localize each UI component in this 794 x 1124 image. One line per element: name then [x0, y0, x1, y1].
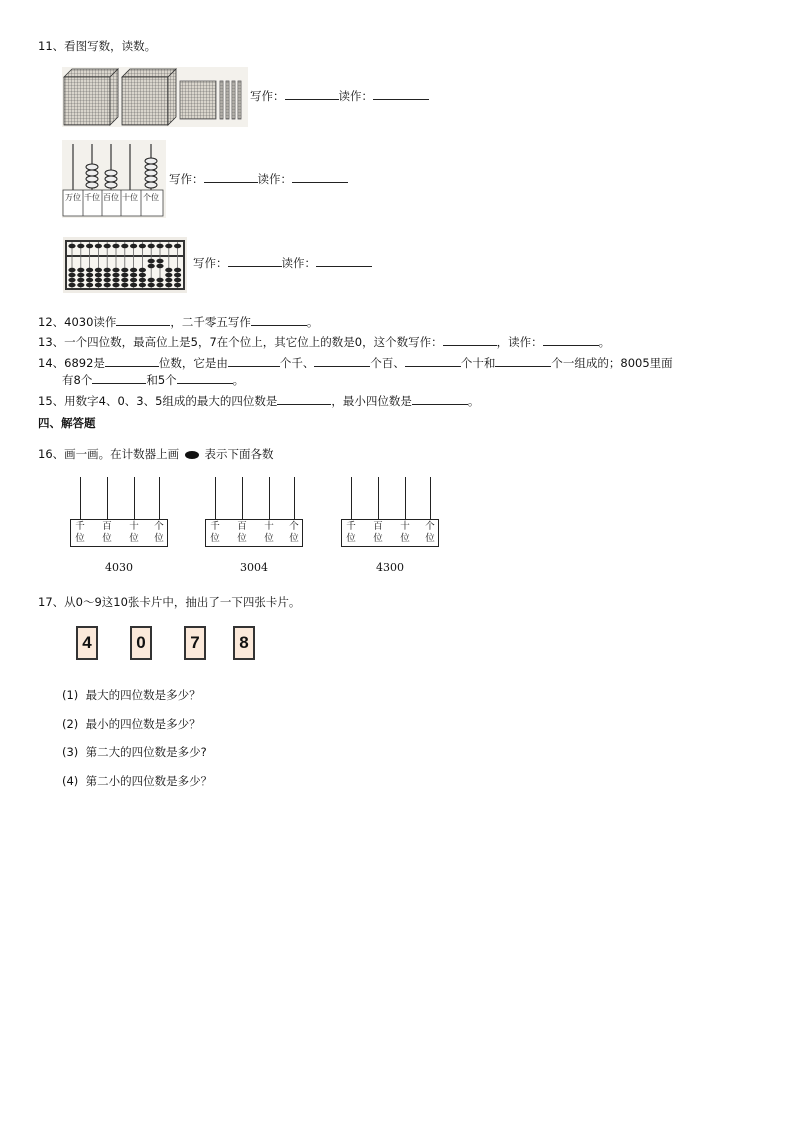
- write-blank-2[interactable]: [204, 171, 258, 183]
- q14-line2: 有8个 和5个 。: [62, 373, 245, 387]
- counter-3[interactable]: [341, 477, 441, 577]
- q14-blank-3[interactable]: [314, 355, 370, 367]
- q15-blank-1[interactable]: [277, 393, 331, 405]
- abacus-figure: [62, 140, 166, 218]
- counter-place-label: 百位: [373, 521, 383, 544]
- q12: 12、4030读作 ，二千零五写作 。: [38, 315, 319, 329]
- number-card-4: 8: [233, 626, 255, 660]
- number-card-3: 7: [184, 626, 206, 660]
- q17-sub-4: (4) 第二小的四位数是多少？: [62, 774, 213, 788]
- bead-icon: [185, 451, 199, 459]
- q13-blank-1[interactable]: [443, 334, 497, 346]
- q17-sub-3: (3) 第二大的四位数是多少?: [62, 745, 207, 759]
- q11-fig1-answer: 写作： 读作：: [250, 88, 429, 104]
- counter-place-label: 十位: [400, 521, 410, 544]
- q17-sub-1: (1) 最大的四位数是多少？: [62, 688, 201, 702]
- counter-rod[interactable]: [159, 477, 160, 519]
- abacus-place-label: 万位: [65, 193, 81, 202]
- q15: 15、用数字4、0、3、5组成的最大的四位数是 ，最小四位数是 。: [38, 394, 480, 408]
- counter-rod[interactable]: [430, 477, 431, 519]
- thousand-cube-2: [122, 69, 176, 125]
- counter-number: 4300: [376, 561, 404, 574]
- abacus-place-label: 十位: [122, 193, 138, 202]
- q14-blank-1[interactable]: [105, 355, 159, 367]
- counter-rod[interactable]: [294, 477, 295, 519]
- section-heading: 四、解答题: [38, 416, 96, 430]
- q17-title: 17、从0～9这10张卡片中，抽出了一下四张卡片。: [38, 595, 301, 609]
- q14-line1: 14、6892是 位数，它是由 个千、 个百、 个十和 个一组成的；8005里面: [38, 356, 673, 370]
- read-blank-1[interactable]: [373, 88, 429, 100]
- counter-rod[interactable]: [242, 477, 243, 519]
- q13: 13、一个四位数，最高位上是5，7在个位上，其它位上的数是0，这个数写作： ，读作： 。: [38, 335, 611, 349]
- read-blank-3[interactable]: [316, 255, 372, 267]
- q11-title: 11、看图写数，读数。: [38, 39, 157, 53]
- counter-rod[interactable]: [405, 477, 406, 519]
- counter-place-label: 个位: [154, 521, 164, 544]
- counter-rod[interactable]: [215, 477, 216, 519]
- counter-rod[interactable]: [351, 477, 352, 519]
- counter-rod[interactable]: [107, 477, 108, 519]
- counter-rod[interactable]: [80, 477, 81, 519]
- thousand-cube-1: [64, 69, 118, 125]
- counter-rod[interactable]: [269, 477, 270, 519]
- read-blank-2[interactable]: [292, 171, 348, 183]
- q17-sub-2: (2) 最小的四位数是多少？: [62, 717, 201, 731]
- counter-place-label: 百位: [237, 521, 247, 544]
- write-blank-1[interactable]: [285, 88, 339, 100]
- q16-title: 16、画一画。在计数器上画 表示下面各数: [38, 447, 274, 461]
- counter-1[interactable]: [70, 477, 170, 577]
- q14-blank-5[interactable]: [495, 355, 551, 367]
- counter-place-label: 个位: [289, 521, 299, 544]
- counter-place-label: 十位: [129, 521, 139, 544]
- abacus-place-label: 百位: [103, 193, 119, 202]
- base-ten-blocks-figure: [62, 67, 248, 127]
- q11-fig2-answer: 写作： 读作：: [169, 171, 348, 187]
- abacus-place-label: 个位: [143, 193, 159, 202]
- q14-blank-2[interactable]: [228, 355, 280, 367]
- number-card-2: 0: [130, 626, 152, 660]
- hundred-flat: [180, 81, 216, 119]
- q15-blank-2[interactable]: [412, 393, 468, 405]
- q13-blank-2[interactable]: [543, 334, 599, 346]
- q14-blank-7[interactable]: [177, 372, 233, 384]
- counter-2[interactable]: [205, 477, 305, 577]
- q12-blank-2[interactable]: [251, 314, 307, 326]
- q14-blank-6[interactable]: [92, 372, 146, 384]
- q14-blank-4[interactable]: [405, 355, 461, 367]
- counter-place-label: 百位: [102, 521, 112, 544]
- counter-number: 3004: [240, 561, 268, 574]
- counter-number: 4030: [105, 561, 133, 574]
- q11-fig3-answer: 写作： 读作：: [193, 255, 372, 271]
- counter-place-label: 十位: [264, 521, 274, 544]
- counter-rod[interactable]: [378, 477, 379, 519]
- number-card-1: 4: [76, 626, 98, 660]
- counter-place-label: 千位: [346, 521, 356, 544]
- suanpan-figure: [63, 237, 187, 293]
- counter-place-label: 千位: [210, 521, 220, 544]
- counter-place-label: 个位: [425, 521, 435, 544]
- abacus-place-label: 千位: [84, 193, 100, 202]
- counter-place-label: 千位: [75, 521, 85, 544]
- q12-blank-1[interactable]: [116, 314, 170, 326]
- counter-rod[interactable]: [134, 477, 135, 519]
- write-blank-3[interactable]: [228, 255, 282, 267]
